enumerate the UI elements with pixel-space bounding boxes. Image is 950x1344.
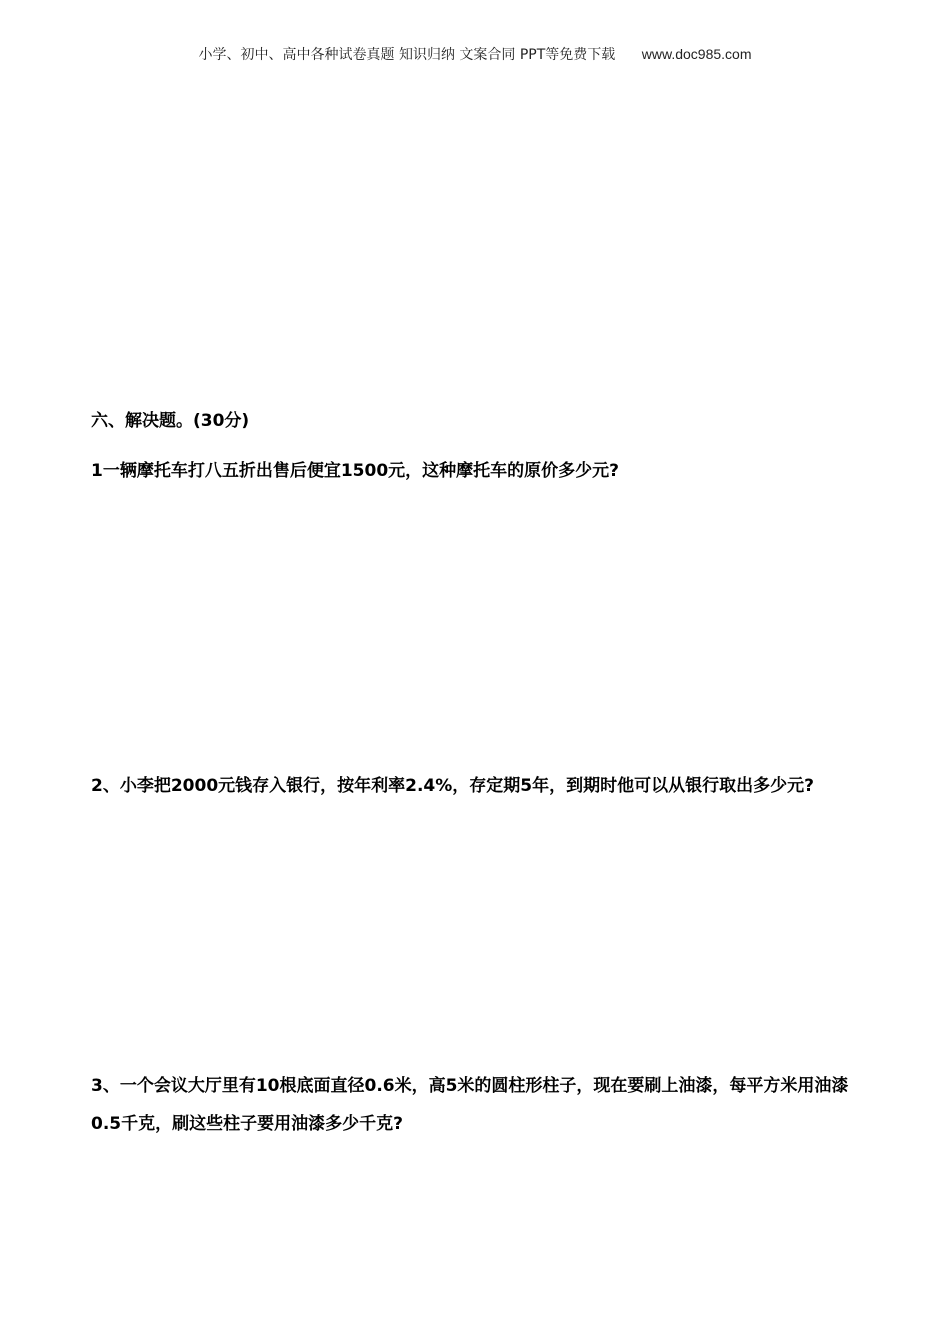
question-3: 3、一个会议大厅里有10根底面直径0.6米，高5米的圆柱形柱子，现在要刷上油漆，每平方米用油漆0.5千克，刷这些柱子要用油漆多少千克? xyxy=(91,1076,849,1134)
section-title: 六、解决题。(30分) xyxy=(91,411,250,431)
question-2: 2、小李把2000元钱存入银行，按年利率2.4%，存定期5年，到期时他可以从银行取出多少元? xyxy=(91,776,814,796)
header-site-link[interactable]: www.doc985.com xyxy=(641,46,752,62)
question-1: 1一辆摩托车打八五折出售后便宜1500元，这种摩托车的原价多少元? xyxy=(91,461,620,481)
header-text: 小学、初中、高中各种试卷真题 知识归纳 文案合同 PPT等免费下载 xyxy=(198,47,616,63)
page-header xyxy=(0,44,950,64)
